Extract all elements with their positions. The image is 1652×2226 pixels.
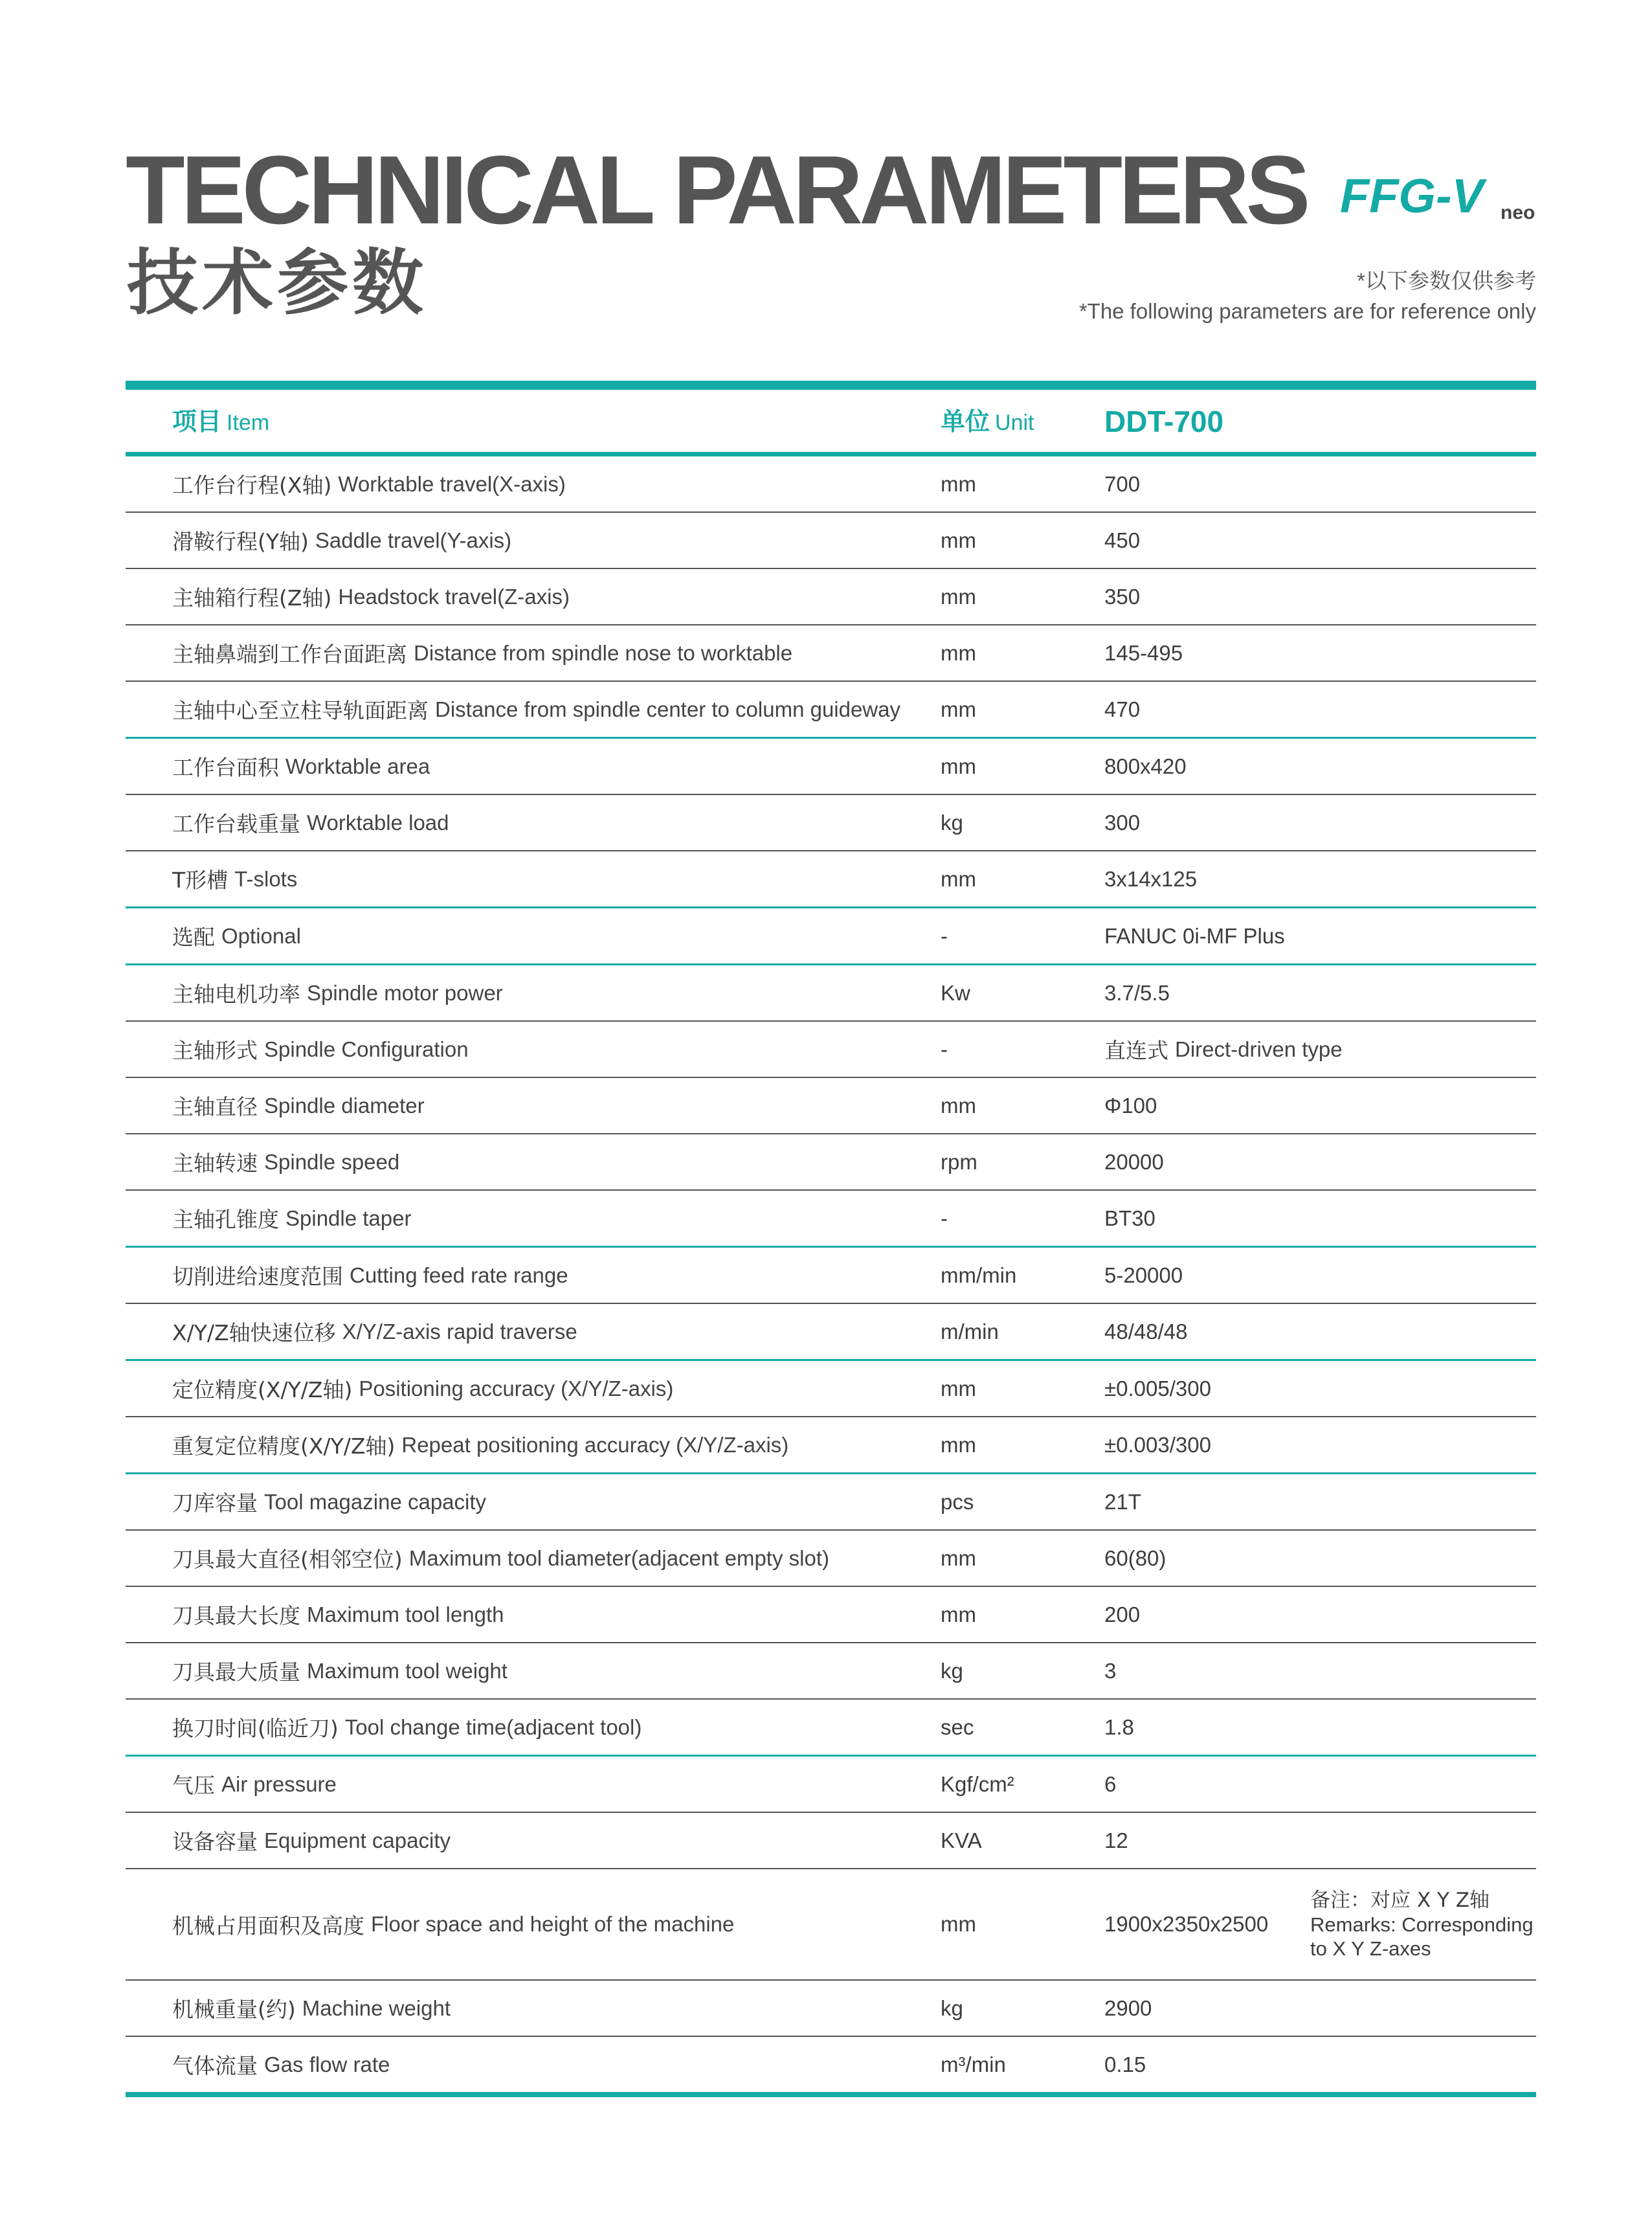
row-value [1104, 1643, 1116, 1698]
table-row [126, 908, 1536, 965]
row-unit: mm [941, 528, 976, 552]
table-row [126, 1248, 1536, 1304]
row-item-cn: 气压 [172, 1773, 215, 1798]
table-row [126, 682, 1536, 739]
row-remark-cn: 备注：对应 X Y Z轴 [1310, 1888, 1490, 1912]
row-value [1104, 682, 1140, 737]
table-row [126, 1700, 1536, 1757]
row-item-cn: 选配 [172, 925, 215, 950]
row-item-en: Maximum tool weight [307, 1658, 508, 1683]
row-item-cn: 换刀时间(临近刀) [172, 1716, 339, 1741]
parameters-table [126, 381, 1536, 2097]
row-value [1104, 1078, 1157, 1133]
row-item-cn: 切削进给速度范围 [172, 1264, 343, 1289]
row-value [1104, 1361, 1211, 1416]
row-item [172, 965, 503, 1020]
table-row [126, 965, 1536, 1022]
table-body [126, 456, 1536, 2097]
row-item-cn: 滑鞍行程(Y轴) [172, 529, 309, 554]
row-unit: m/min [941, 1319, 999, 1343]
row-item-cn: 刀具最大质量 [172, 1659, 300, 1685]
row-unit: Kw [941, 980, 970, 1005]
row-unit: mm [941, 1546, 976, 1570]
row-item [172, 1587, 504, 1642]
row-unit: rpm [941, 1149, 977, 1174]
row-unit: sec [941, 1714, 974, 1739]
table-row [126, 513, 1536, 569]
row-unit: mm [941, 1093, 976, 1118]
row-value [1104, 1304, 1187, 1359]
row-unit: kg [941, 1996, 963, 2020]
reference-note-chinese: *以下参数仅供参考 [1357, 269, 1536, 293]
row-remark [1310, 1869, 1543, 1979]
row-item-en: Spindle Configuration [264, 1037, 469, 1061]
row-unit: mm [941, 754, 976, 778]
row-unit: - [941, 1037, 948, 1061]
row-value [1104, 908, 1285, 963]
row-item [172, 1757, 337, 1812]
table-row [126, 456, 1536, 513]
row-item-en: Maximum tool diameter(adjacent empty slot) [408, 1546, 829, 1570]
row-item-cn: 刀具最大直径(相邻空位) [172, 1547, 403, 1572]
row-unit: - [941, 1206, 948, 1230]
row-item-en: Spindle diameter [264, 1093, 425, 1118]
row-item [172, 908, 301, 963]
column-header-unit-cn: 单位 [941, 407, 990, 436]
row-item-cn: 刀具最大长度 [172, 1603, 300, 1628]
row-value-text: 700 [1104, 471, 1141, 496]
column-header-unit [941, 390, 1034, 452]
row-item [172, 1417, 788, 1472]
row-item [172, 1869, 734, 1979]
row-value-text: FANUC 0i-MF Plus [1104, 923, 1285, 948]
row-item [172, 1248, 568, 1303]
row-item-cn: 定位精度(X/Y/Z轴) [172, 1377, 353, 1402]
reference-note-english: *The following parameters are for reference only [1078, 299, 1536, 323]
row-value [1104, 1700, 1134, 1755]
table-row [126, 569, 1536, 625]
table-row [126, 739, 1536, 795]
row-value-text: 200 [1104, 1602, 1141, 1626]
row-item [172, 1981, 451, 2036]
row-item [172, 569, 570, 624]
row-item-en: Worktable area [285, 754, 430, 778]
row-item-en: Distance from spindle nose to worktable [414, 640, 793, 665]
table-row [126, 1643, 1536, 1700]
row-value-text: 60(80) [1104, 1546, 1166, 1570]
row-value-text: 3x14x125 [1104, 866, 1198, 891]
row-item [172, 625, 792, 680]
row-item-cn: 机械重量(约) [172, 1997, 296, 2022]
logo-sub-text: neo [1501, 202, 1535, 223]
row-value-text: 0.15 [1104, 2052, 1146, 2076]
row-value-text: 1900x2350x2500 [1104, 1912, 1269, 1936]
row-item [172, 1191, 411, 1246]
row-remark-en: Remarks: Corresponding to X Y Z-axes [1310, 1913, 1534, 1960]
row-value-text: BT30 [1104, 1206, 1155, 1230]
row-value [1104, 625, 1183, 680]
row-item-en: Spindle speed [264, 1149, 400, 1174]
row-value-text: 470 [1104, 697, 1141, 721]
table-row [126, 1304, 1536, 1361]
row-value [1104, 1191, 1155, 1246]
table-row [126, 1587, 1536, 1643]
row-value [1104, 1981, 1152, 2036]
row-item [172, 851, 297, 906]
row-item-en: Positioning accuracy (X/Y/Z-axis) [359, 1376, 674, 1400]
table-row [126, 1757, 1536, 1813]
row-value [1104, 569, 1140, 624]
row-item-cn: 机械占用面积及高度 [172, 1913, 364, 1939]
row-unit: mm [941, 471, 976, 496]
row-item-en: Equipment capacity [264, 1828, 451, 1852]
row-unit: mm [941, 697, 976, 721]
table-row [126, 851, 1536, 908]
row-item-en: Optional [221, 923, 301, 948]
row-item-en: Repeat positioning accuracy (X/Y/Z-axis) [401, 1432, 789, 1457]
row-value-text: Φ100 [1104, 1093, 1157, 1118]
row-unit: mm [941, 1432, 976, 1457]
table-row [126, 625, 1536, 682]
row-value [1104, 1417, 1211, 1472]
row-value [1104, 1248, 1183, 1303]
row-unit: mm [941, 640, 976, 665]
row-unit: - [941, 923, 948, 948]
column-header-model [1104, 390, 1223, 452]
row-value-cn: 直连式 [1104, 1038, 1168, 1063]
row-item [172, 1813, 451, 1868]
row-item-en: Distance from spindle center to column guideway [435, 697, 901, 721]
table-row [126, 1869, 1536, 1981]
row-value-text: 1.8 [1104, 1714, 1134, 1739]
row-item [172, 1022, 469, 1077]
table-top-rule [126, 381, 1536, 390]
table-row [126, 2037, 1536, 2097]
row-item-en: Gas flow rate [264, 2052, 390, 2076]
row-value-text: 450 [1104, 528, 1141, 552]
row-item [172, 456, 566, 512]
row-unit: kg [941, 810, 963, 835]
row-item-en: Tool change time(adjacent tool) [344, 1714, 642, 1739]
row-value [1104, 1587, 1140, 1642]
row-value [1104, 1813, 1128, 1868]
row-unit: mm [941, 1376, 976, 1400]
row-value [1104, 851, 1197, 906]
row-item [172, 682, 900, 737]
row-item-cn: 主轴直径 [172, 1094, 258, 1119]
row-item-cn: 主轴孔锥度 [172, 1207, 279, 1232]
row-value-text: 3.7/5.5 [1104, 980, 1170, 1005]
table-row [126, 1078, 1536, 1134]
row-value-text: 145-495 [1104, 640, 1183, 665]
row-item-cn: 刀库容量 [172, 1490, 258, 1516]
row-item-en: Worktable travel(X-axis) [338, 471, 566, 496]
row-unit: mm [941, 1602, 976, 1626]
brand-logo [1340, 166, 1541, 224]
page-title: TECHNICAL PARAMETERS [126, 135, 1307, 244]
row-value [1104, 965, 1170, 1020]
table-row [126, 1361, 1536, 1417]
row-item [172, 739, 430, 794]
row-value-en: Direct-driven type [1175, 1037, 1343, 1061]
table-header [126, 390, 1536, 456]
column-header-item [172, 390, 269, 452]
row-item-cn: 工作台载重量 [172, 811, 300, 837]
table-row [126, 1134, 1536, 1191]
row-item [172, 1474, 486, 1529]
row-item-cn: X/Y/Z轴快速位移 [172, 1320, 336, 1345]
row-value-text: ±0.003/300 [1104, 1432, 1211, 1457]
row-item-en: Spindle motor power [307, 980, 503, 1005]
row-value-text: 12 [1104, 1828, 1128, 1852]
row-value [1104, 1474, 1141, 1529]
table-row [126, 1981, 1536, 2037]
row-value [1104, 795, 1140, 850]
table-row [126, 1417, 1536, 1474]
row-unit: mm/min [941, 1263, 1017, 1287]
table-row [126, 795, 1536, 851]
row-value [1104, 2037, 1146, 2092]
row-item-cn: 主轴中心至立柱导轨面距离 [172, 698, 429, 723]
row-value [1104, 456, 1140, 512]
row-item-en: Air pressure [221, 1771, 337, 1796]
row-item-en: X/Y/Z-axis rapid traverse [342, 1319, 577, 1343]
row-value [1104, 513, 1140, 568]
row-value [1104, 1869, 1268, 1979]
row-item-en: Tool magazine capacity [264, 1489, 487, 1514]
row-item [172, 2037, 390, 2092]
row-item-cn: T形槽 [172, 868, 229, 893]
table-row [126, 1191, 1536, 1248]
row-item-cn: 主轴转速 [172, 1151, 258, 1176]
row-item [172, 1078, 425, 1133]
row-item-en: Floor space and height of the machine [371, 1912, 735, 1936]
column-header-item-cn: 项目 [172, 407, 222, 436]
table-row [126, 1474, 1536, 1531]
row-item-en: T-slots [234, 866, 298, 891]
row-item [172, 795, 449, 850]
row-unit: pcs [941, 1489, 974, 1514]
row-item-en: Machine weight [302, 1996, 451, 2020]
row-unit: kg [941, 1658, 963, 1683]
row-item-en: Cutting feed rate range [350, 1263, 568, 1287]
row-item-en: Worktable load [307, 810, 449, 835]
row-item-en: Headstock travel(Z-axis) [338, 584, 570, 609]
row-item [172, 1304, 577, 1359]
row-value-text: 350 [1104, 584, 1141, 609]
row-item-cn: 工作台面积 [172, 755, 279, 780]
row-value [1104, 739, 1187, 794]
row-item [172, 1361, 673, 1416]
row-value [1104, 1757, 1116, 1812]
table-row [126, 1022, 1536, 1078]
row-item-cn: 主轴电机功率 [172, 982, 300, 1007]
page-title-chinese: 技术参数 [127, 242, 427, 324]
row-item-cn: 主轴箱行程(Z轴) [172, 585, 332, 611]
row-value-text: 21T [1104, 1489, 1141, 1514]
row-value [1104, 1022, 1343, 1077]
row-value-text: 20000 [1104, 1149, 1164, 1174]
row-value-text: 800x420 [1104, 754, 1187, 778]
logo-main-text: FFG-V [1340, 169, 1484, 223]
row-item-cn: 设备容量 [172, 1829, 258, 1854]
row-unit: mm [941, 1912, 976, 1936]
table-row [126, 1531, 1536, 1587]
row-item [172, 1531, 829, 1586]
row-item-cn: 主轴形式 [172, 1038, 258, 1063]
row-item-en: Maximum tool length [307, 1602, 504, 1626]
row-unit: KVA [941, 1828, 982, 1852]
row-unit: mm [941, 584, 976, 609]
row-value-text: 3 [1104, 1658, 1117, 1683]
row-value [1104, 1134, 1164, 1189]
row-value-text: 300 [1104, 810, 1141, 835]
column-header-unit-en: Unit [995, 410, 1034, 435]
model-name: DDT-700 [1104, 405, 1224, 438]
row-value-text: 6 [1104, 1771, 1117, 1796]
row-value-text: 48/48/48 [1104, 1319, 1188, 1343]
row-item-en: Spindle taper [285, 1206, 412, 1230]
table-row [126, 1813, 1536, 1869]
row-item-cn: 主轴鼻端到工作台面距离 [172, 642, 407, 667]
row-item-cn: 重复定位精度(X/Y/Z轴) [172, 1433, 396, 1459]
row-item [172, 1700, 642, 1755]
row-unit: mm [941, 866, 976, 891]
row-value-text: 2900 [1104, 1996, 1152, 2020]
row-unit: m³/min [941, 2052, 1006, 2076]
row-value-text: 5-20000 [1104, 1263, 1183, 1287]
row-value-text: ±0.005/300 [1104, 1376, 1211, 1400]
ffg-vneo-logo-icon [1340, 166, 1541, 224]
column-header-item-en: Item [227, 410, 270, 435]
row-unit: Kgf/cm² [941, 1771, 1014, 1796]
row-item-en: Saddle travel(Y-axis) [315, 528, 512, 552]
row-item [172, 1643, 508, 1698]
row-item [172, 1134, 399, 1189]
row-item [172, 513, 511, 568]
row-item-cn: 工作台行程(X轴) [172, 473, 332, 498]
row-item-cn: 气体流量 [172, 2053, 258, 2078]
row-value [1104, 1531, 1166, 1586]
